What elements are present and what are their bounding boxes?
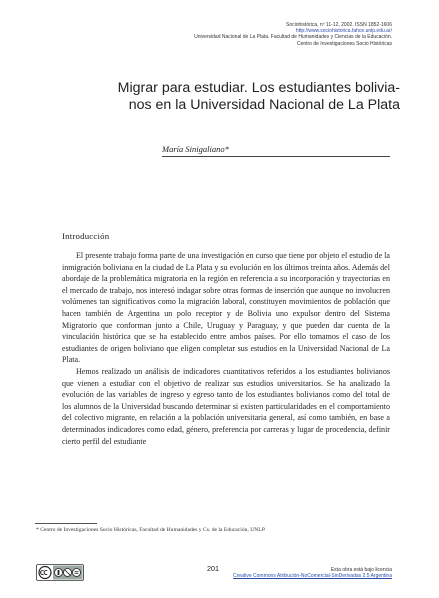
- footnote: * Centro de Investigaciones Socio Históricas, Facultad de Humanidades y Cs. de la Educación, UNLP.: [36, 527, 266, 533]
- license-text: Esta obra está bajo licencia: [330, 567, 392, 573]
- paragraph-1: El presente trabajo forma parte de una investigación en curso que tiene por objeto el estudio de la inmigración boliviana en la ciudad de La Plata y su evolución en los últimos treinta años. Además del abordaje de la problemática migratoria en la región en referencia a su incorporación y trayectorias en el mercado de trabajo, nos interesó indagar sobre otras formas de inserción que aunque no involucren volúmenes tan significativos como la migración laboral, constituyen movimientos de población que hacen también de Argentina un polo receptor y de Bolivia uno expulsor dentro del Sistema Migratorio que conforman junto a Chile, Uruguay y Paraguay, y que pueden dar cuenta de la vinculación histórica que se ha establecido entre ambos países. Por ello tomamos el caso de los estudiantes de origen boliviano que eligen completar sus estudios en la Universidad Nacional de La Plata.: [62, 251, 390, 365]
- journal-center: Centro de Investigaciones Socio Históricas: [296, 40, 392, 47]
- paragraph-2: Hemos realizado un análisis de indicadores cuantitativos referidos a los estudiantes bolivianos que vienen a estudiar con el objetivo de realizar sus estudios universitarios. Se ha analizado la evolución de las variables de ingreso y egreso tanto de los estudiantes bolivianos como del total de los alumnos de la Universidad buscando determinar si existen particularidades en el comportamiento del colectivo migrante, en relación a la población universitaria general, así como también, en base a determinados indicadores como edad, género, preferencia por carreras y lugar de procedencia, definir cierto perfil del estudiante: [62, 366, 390, 446]
- license-notice: [142, 567, 392, 580]
- article-body: [62, 250, 390, 447]
- creative-commons-badge-icon[interactable]: [36, 564, 84, 581]
- section-heading: Introducción: [62, 231, 110, 241]
- author-divider: [162, 156, 390, 157]
- journal-affiliation: Universidad Nacional de La Plata. Facultad de Humanidades y Ciencias de la Educación.: [194, 34, 392, 41]
- journal-citation: Sociohistórica, nº 11-12, 2002. ISSN 1852-1606: [286, 22, 392, 28]
- license-link[interactable]: Creative Commons Atribución-NoComercial-SinDerivadas 2.5 Argentina: [233, 573, 392, 580]
- author-name: María Sinigaliano*: [162, 144, 229, 154]
- footnote-divider: [35, 523, 97, 524]
- journal-header: [92, 22, 392, 47]
- page-number: 201: [207, 564, 219, 573]
- article-title: [100, 80, 400, 114]
- journal-url-link[interactable]: http://www.sociohistorica.fahce.unlp.edu.ar/: [295, 28, 392, 35]
- title-line-2: nos en la Universidad Nacional de La Plata: [128, 97, 400, 113]
- title-line-1: Migrar para estudiar. Los estudiantes bolivia-: [117, 80, 400, 96]
